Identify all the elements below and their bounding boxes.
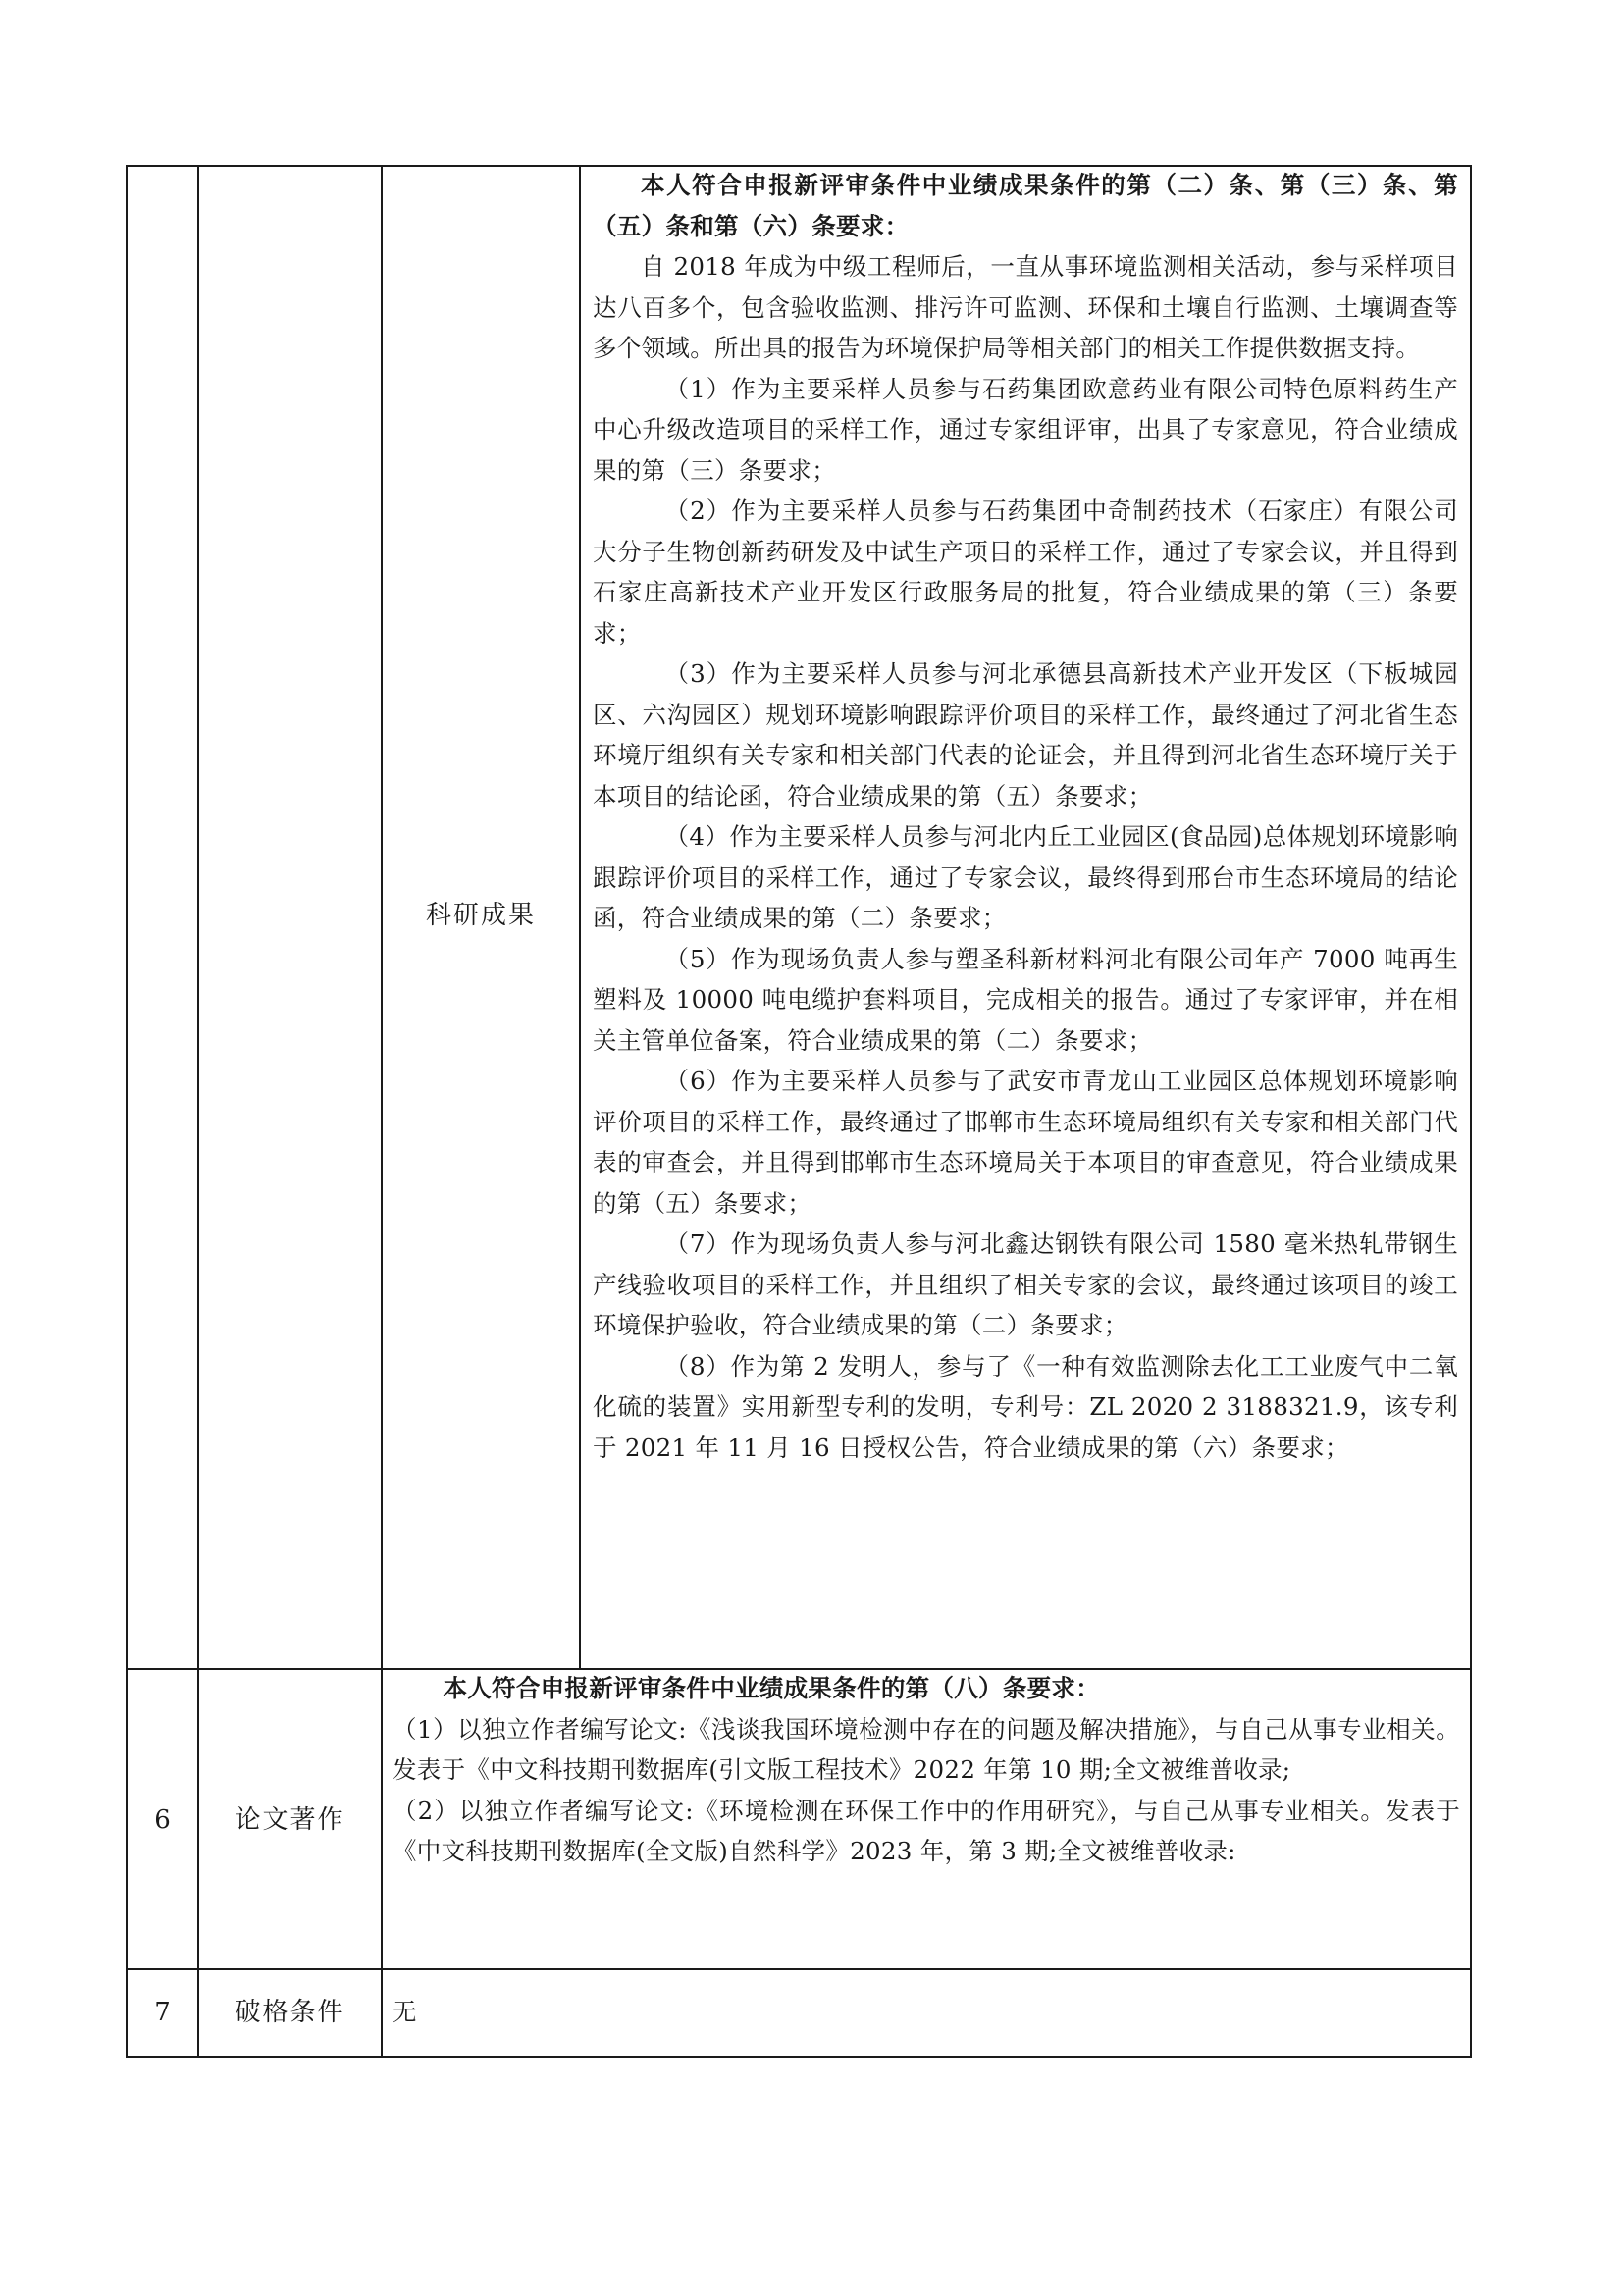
row5-item: （6）作为主要采样人员参与了武安市青龙山工业园区总体规划环境影响评价项目的采样工作，最终通过了邯郸市生态环境局组织有关专家和相关部门代表的审查会，并且得到邯郸市生态环境局关于本项目的审查意见，符合业绩成果的第（五）条要求； <box>593 1067 1458 1218</box>
row5-intro: 自 2018 年成为中级工程师后，一直从事环境监测相关活动，参与采样项目达八百多个，包含验收监测、排污许可监测、环保和土壤自行监测、土壤调查等多个领域。所出具的报告为环境保护局等相关部门的相关工作提供数据支持。 <box>593 252 1458 362</box>
row5-item: （5）作为现场负责人参与塑圣科新材料河北有限公司年产 7000 吨再生塑料及 10000 吨电缆护套料项目，完成相关的报告。通过了专家评审，并在相关主管单位备案，符合业绩成果的第（二）条要求； <box>593 944 1458 1055</box>
row7-value: 无 <box>393 1998 417 2026</box>
row5-item: （3）作为主要采样人员参与河北承德县高新技术产业开发区（下板城园区、六沟园区）规划环境影响跟踪评价项目的采样工作，最终通过了河北省生态环境厅组织有关专家和相关部门代表的论证会，并且得到河北省生态环境厅关于本项目的结论函，符合业绩成果的第（五）条要求； <box>593 659 1458 810</box>
table-divider-number <box>197 165 199 2058</box>
row5-content <box>593 165 1458 1468</box>
table-divider-label <box>381 165 383 2058</box>
row6-content <box>393 1668 1460 1872</box>
row5-item: （7）作为现场负责人参与河北鑫达钢铁有限公司 1580 毫米热轧带钢生产线验收项目的采样工作，并且组织了相关专家的会议，最终通过该项目的竣工环境保护验收，符合业绩成果的第（二）条要求； <box>593 1229 1458 1339</box>
row5-item: （8）作为第 2 发明人，参与了《一种有效监测除去化工工业废气中二氧化硫的装置》实用新型专利的发明，专利号：ZL 2020 2 3188321.9，该专利于 2021 年 11 月 16 日授权公告，符合业绩成果的第（六）条要求； <box>593 1351 1458 1462</box>
table-divider-row5-inner <box>579 165 581 1668</box>
table-border-right <box>1470 165 1472 2058</box>
row6-item: （1）以独立作者编写论文:《浅谈我国环境检测中存在的问题及解决措施》，与自己从事专业相关。发表于《中文科技期刊数据库(引文版工程技术》2022 年第 10 期;全文被维普收录; <box>393 1714 1460 1784</box>
row6-heading: 本人符合申报新评审条件中业绩成果条件的第（八）条要求： <box>443 1674 1101 1702</box>
row6-item: （2）以独立作者编写论文:《环境检测在环保工作中的作用研究》，与自己从事专业相关。发表于《中文科技期刊数据库(全文版)自然科学》2023 年，第 3 期;全文被维普收录: <box>393 1796 1460 1865</box>
row5-item: （1）作为主要采样人员参与石药集团欧意药业有限公司特色原料药生产中心升级改造项目的采样工作，通过专家组评审，出具了专家意见，符合业绩成果的第（三）条要求； <box>593 374 1458 485</box>
row6-number: 6 <box>154 1805 171 1835</box>
row7-number: 7 <box>154 1998 171 2027</box>
row6-label: 论文著作 <box>235 1805 345 1835</box>
row5-item: （2）作为主要采样人员参与石药集团中奇制药技术（石家庄）有限公司大分子生物创新药研发及中试生产项目的采样工作，通过了专家会议，并且得到石家庄高新技术产业开发区行政服务局的批复，符合业绩成果的第（三）条要求； <box>593 496 1458 648</box>
row5-heading: 本人符合申报新评审条件中业绩成果条件的第（二）条、第（三）条、第（五）条和第（六）条要求： <box>593 171 1458 240</box>
row5-item: （4）作为主要采样人员参与河北内丘工业园区(食品园)总体规划环境影响跟踪评价项目的采样工作，通过了专家会议，最终得到邢台市生态环境局的结论函，符合业绩成果的第（二）条要求； <box>593 822 1458 932</box>
table-border-bottom <box>126 2056 1472 2058</box>
table-row-divider-6-7 <box>126 1968 1472 1970</box>
row7-label: 破格条件 <box>235 1998 345 2027</box>
row5-label: 科研成果 <box>425 901 536 930</box>
table-border-left <box>126 165 128 2058</box>
